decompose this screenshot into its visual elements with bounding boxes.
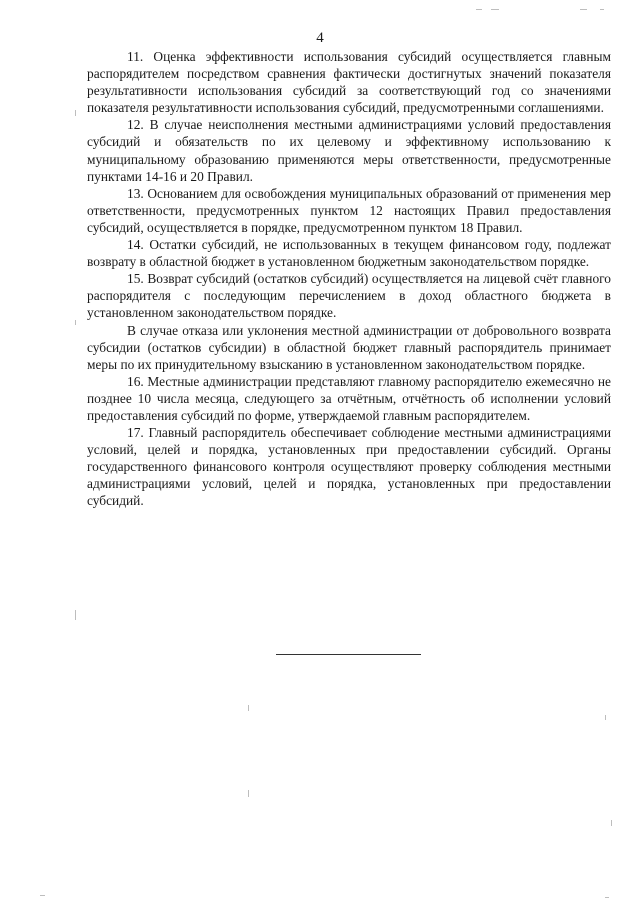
scan-mark xyxy=(248,705,249,711)
paragraph-12: 12. В случае неисполнения местными администрациями условий предоставления субсидий и обязательств по их целевому и эффективному использованию к муниципальному образованию применяются меры ответственности, предусмотренные пунктами 14-16 и 20 Правил. xyxy=(87,117,611,184)
page-number: 4 xyxy=(316,30,324,46)
paragraph-16: 16. Местные администрации представляют главному распорядителю ежемесячно не позднее 10 числа месяца, следующего за отчётным, отчётность об исполнении условий предоставления субсидий по форме, утверждаемой главным распорядителем. xyxy=(87,373,611,423)
scan-mark xyxy=(611,820,612,826)
separator-line xyxy=(276,654,421,655)
paragraph-14: 14. Остатки субсидий, не использованных в текущем финансовом году, подлежат возврату в областной бюджет в установленном бюджетным законодательством порядке. xyxy=(87,237,611,270)
paragraph-11: 11. Оценка эффективности использования субсидий осуществляется главным распорядителем посредством сравнения фактически достигнутых значений показателя результативности использования субсидий за соответствующий год со значениями показателя результативности использования субсидий, предусмотренными соглашениями. xyxy=(87,49,611,116)
scan-mark xyxy=(476,9,482,10)
scan-mark xyxy=(75,110,76,116)
scan-mark xyxy=(491,9,499,10)
scan-mark xyxy=(248,790,249,797)
paragraph-15: 15. Возврат субсидий (остатков субсидий) осуществляется на лицевой счёт главного распорядителя с последующим перечислением в доход областного бюджета в установленном законодательством порядке. xyxy=(87,271,611,321)
paragraph-17: 17. Главный распорядитель обеспечивает соблюдение местными администрациями условий, целей и порядка, установленных при предоставлении субсидий. Органы государственного финансового контроля осуществляют проверку соблюдения местными администрациями условий, целей и порядка, установленных при предоставлении субсидий. xyxy=(87,425,611,509)
scan-mark xyxy=(75,610,76,620)
scan-mark xyxy=(40,895,45,896)
paragraph-15-refusal: В случае отказа или уклонения местной администрации от добровольного возврата субсидии (остатков субсидии) в областной бюджет главный распорядитель принимает меры по их принудительному взысканию в установленном законодательством порядке. xyxy=(87,322,611,372)
scan-mark xyxy=(75,320,76,325)
document-body xyxy=(87,48,611,510)
scan-mark xyxy=(605,715,606,720)
scan-mark xyxy=(605,897,609,898)
scan-mark xyxy=(580,9,587,10)
paragraph-13: 13. Основанием для освобождения муниципальных образований от применения мер ответственности, предусмотренных пунктом 12 настоящих Правил предоставления субсидий, осуществляется в порядке, предусмотренном пунктом 18 Правил. xyxy=(87,185,611,235)
scan-mark xyxy=(600,9,604,10)
